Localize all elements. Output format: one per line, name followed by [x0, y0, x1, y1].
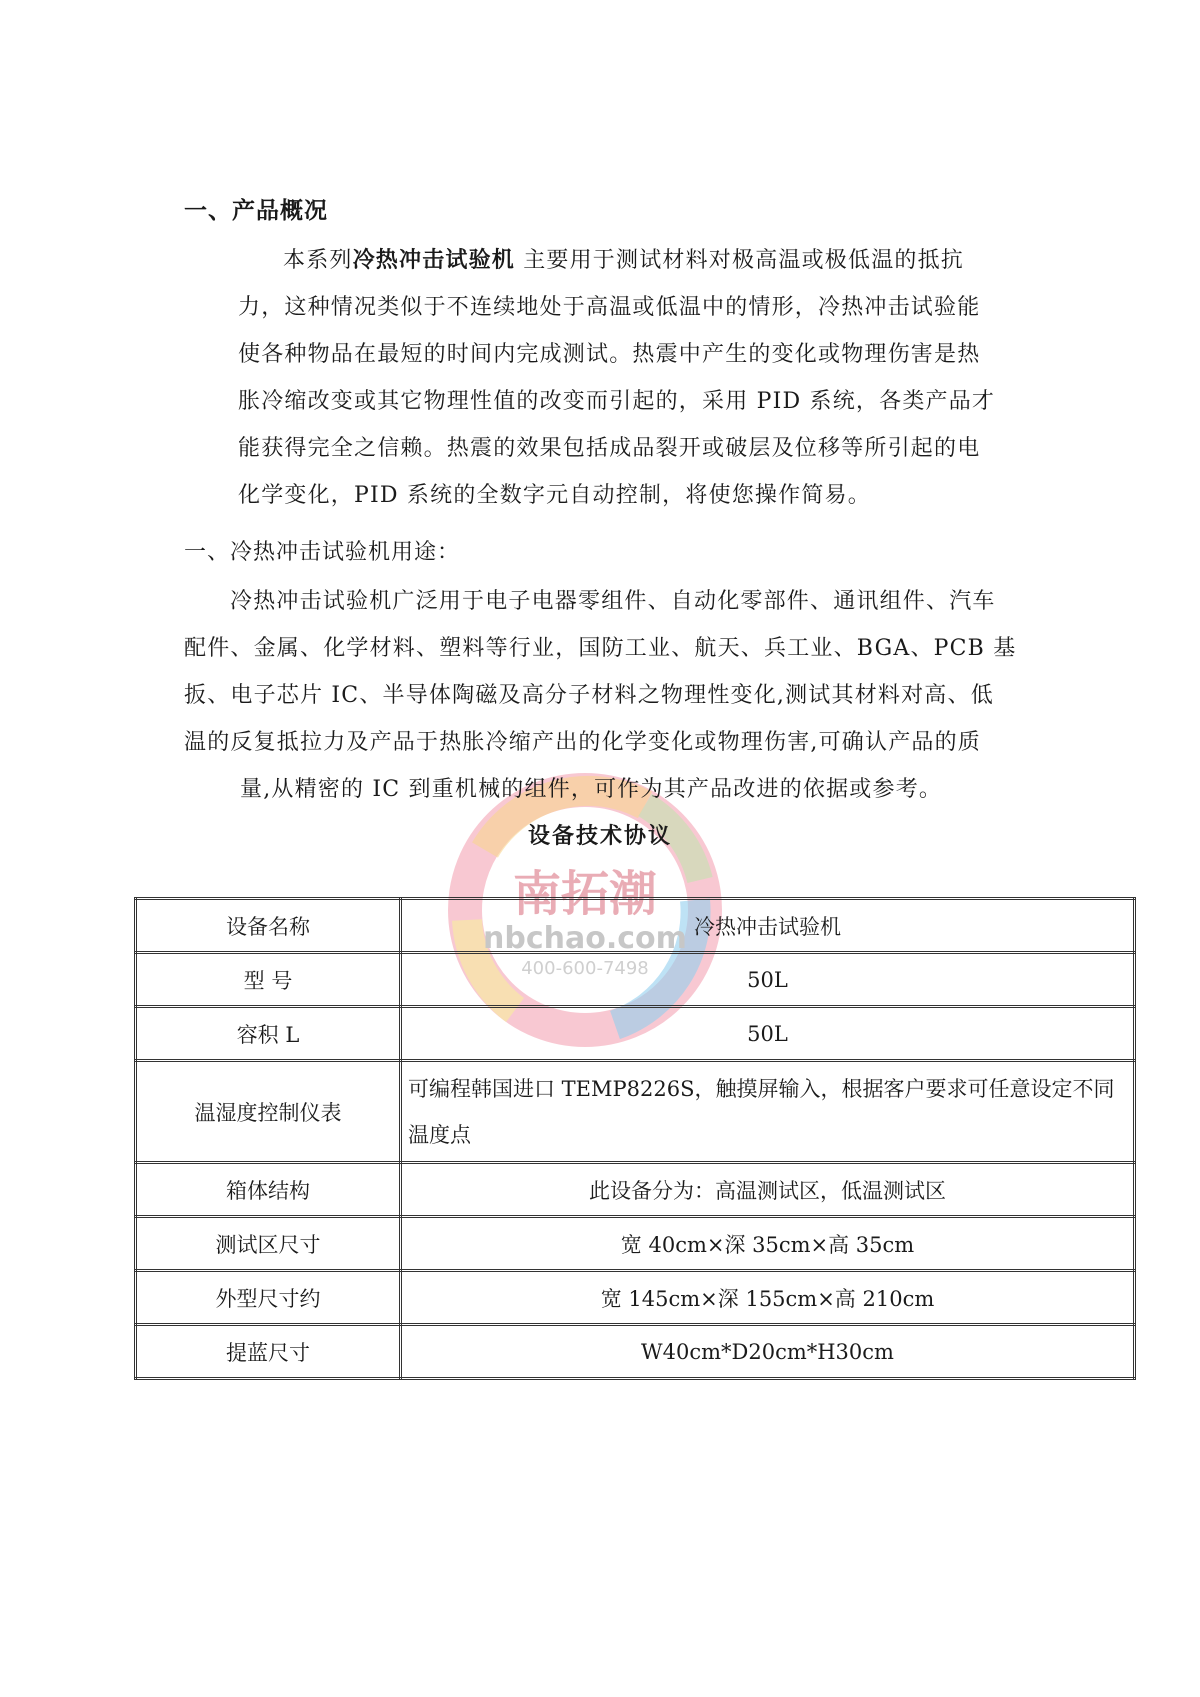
table-value: 50L	[401, 1007, 1135, 1061]
table-title: 设备技术协议	[527, 824, 672, 849]
paragraph-text: 主要用于测试材料对极高温或极低温的抵抗	[515, 248, 965, 273]
watermark-brand: 南拓潮	[512, 866, 658, 922]
paragraph-line: 力，这种情况类似于不连续地处于高温或低温中的情形，冷热冲击试验能	[238, 295, 981, 320]
section-heading-overview: 一、产品概况	[184, 198, 328, 224]
table-key: 容积 L	[136, 1007, 401, 1061]
table-row	[136, 953, 1135, 1007]
watermark-phone: 400-600-7498	[521, 958, 649, 979]
table-key: 设备名称	[136, 899, 401, 953]
table-row	[136, 1061, 1135, 1163]
spec-table	[134, 897, 1136, 1380]
table-row	[136, 1325, 1135, 1379]
paragraph-line: 配件、金属、化学材料、塑料等行业，国防工业、航天、兵工业、BGA、PCB 基	[184, 636, 1017, 661]
table-key: 温湿度控制仪表	[136, 1061, 401, 1163]
usage-paragraph	[184, 578, 1020, 813]
paragraph-line	[238, 237, 1020, 284]
table-key: 外型尺寸约	[136, 1271, 401, 1325]
paragraph-line: 量,从精密的 IC 到重机械的组件，可作为其产品改进的依据或参考。	[240, 777, 943, 802]
table-value: W40cm*D20cm*H30cm	[401, 1325, 1135, 1379]
table-value: 冷热冲击试验机	[401, 899, 1135, 953]
paragraph-line: 能获得完全之信赖。热震的效果包括成品裂开或破层及位移等所引起的电	[238, 436, 981, 461]
table-value: 可编程韩国进口 TEMP8226S，触摸屏输入，根据客户要求可任意设定不同温度点	[401, 1061, 1135, 1163]
table-value: 50L	[401, 953, 1135, 1007]
table-value: 此设备分为：高温测试区，低温测试区	[401, 1163, 1135, 1217]
intro-prefix: 本系列	[283, 248, 353, 273]
table-row	[136, 1271, 1135, 1325]
paragraph-line: 温的反复抵拉力及产品于热胀冷缩产出的化学变化或物理伤害,可确认产品的质	[184, 730, 981, 755]
paragraph-line: 扳、电子芯片 IC、半导体陶磁及高分子材料之物理性变化,测试其材料对高、低	[184, 683, 994, 708]
table-key: 测试区尺寸	[136, 1217, 401, 1271]
table-row	[136, 1163, 1135, 1217]
product-name-bold: 冷热冲击试验机	[352, 248, 516, 273]
paragraph-line: 使各种物品在最短的时间内完成测试。热震中产生的变化或物理伤害是热	[238, 342, 981, 367]
paragraph-line: 化学变化，PID 系统的全数字元自动控制，将使您操作简易。	[238, 483, 871, 508]
table-value: 宽 40cm×深 35cm×高 35cm	[401, 1217, 1135, 1271]
paragraph-line: 胀冷缩改变或其它物理性值的改变而引起的，采用 PID 系统，各类产品才	[238, 389, 996, 414]
table-key: 型 号	[136, 953, 401, 1007]
overview-paragraph	[238, 237, 1020, 519]
watermark-site: nbchao.com	[483, 921, 687, 956]
table-key: 提蓝尺寸	[136, 1325, 401, 1379]
table-key: 箱体结构	[136, 1163, 401, 1217]
section-heading-usage: 一、冷热冲击试验机用途：	[184, 540, 461, 565]
table-row	[136, 1007, 1135, 1061]
table-row	[136, 899, 1135, 953]
table-value: 宽 145cm×深 155cm×高 210cm	[401, 1271, 1135, 1325]
table-row	[136, 1217, 1135, 1271]
paragraph-line: 冷热冲击试验机广泛用于电子电器零组件、自动化零部件、通讯组件、汽车	[230, 589, 996, 614]
